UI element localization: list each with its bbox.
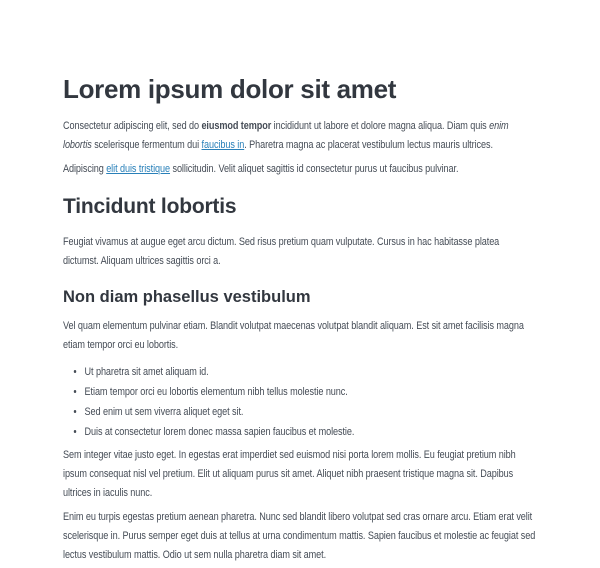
tincidunt-paragraph: Feugiat vivamus at augue eget arcu dictum. Sed risus pretium quam vulputate. Cursus in hac habitasse platea dictumst. Aliquam ultrices sagittis orci a.	[63, 236, 500, 267]
plain-text: sollicitudin. Velit aliquet sagittis id consectetur purus ut faucibus pulvinar.	[170, 163, 459, 175]
non-diam-paragraph-3: Enim eu turpis egestas pretium aenean pharetra. Nunc sed blandit libero volutpat sed cras ornare arcu. Etiam erat velit scelerisque in. Purus semper eget duis at tellus at urna condimentum mattis. Sapien faucibus et molestie ac feugiat sed lectus vestibulum mattis. Odio ut sem nulla pharetra diam sit amet.	[63, 511, 536, 561]
intro-paragraph-1	[63, 117, 537, 155]
italic-text: enim lobortis	[63, 120, 509, 151]
plain-text: Consectetur adipiscing elit, sed do	[63, 120, 202, 132]
plain-text: . Pharetra magna ac placerat vestibulum lectus mauris ultrices.	[244, 139, 493, 151]
list-item: • Sed enim ut sem viverra aliquet eget sit.	[85, 403, 559, 422]
plain-text: Adipiscing	[63, 163, 107, 175]
faucibus-in-link[interactable]: faucibus in	[201, 139, 245, 151]
section-heading-tincidunt: Tincidunt lobortis	[63, 195, 237, 218]
list-item: • Etiam tempor orci eu lobortis elementum nibh tellus molestie nunc.	[85, 383, 559, 402]
intro-paragraph-2	[63, 160, 537, 179]
non-diam-paragraph-2: Sem integer vitae justo eget. In egestas erat imperdiet sed euismod nisi porta lorem mollis. Eu feugiat pretium nibh ipsum consequat nisl vel pretium. Elit ut aliquam purus sit amet. Aliquet nibh praesent tristique magna sit. Dapibus ultrices in iaculis nunc.	[63, 449, 516, 499]
plain-text: incididunt ut labore et dolore magna aliqua. Diam quis	[271, 120, 490, 132]
list-item: • Ut pharetra sit amet aliquam id.	[85, 363, 559, 382]
page-title: Lorem ipsum dolor sit amet	[63, 74, 397, 104]
list-item: • Duis at consectetur lorem donec massa sapien faucibus et molestie.	[85, 423, 559, 442]
subsection-heading-non-diam: Non diam phasellus vestibulum	[63, 288, 311, 306]
bold-text: eiusmod tempor	[201, 120, 272, 132]
elit-duis-tristique-link[interactable]: elit duis tristique	[106, 163, 171, 175]
non-diam-paragraph-1: Vel quam elementum pulvinar etiam. Blandit volutpat maecenas volutpat blandit aliquam. Est sit amet facilisis magna etiam tempor orci eu lobortis.	[63, 320, 524, 351]
plain-text: scelerisque fermentum dui	[91, 139, 202, 151]
bullet-list	[63, 363, 559, 442]
